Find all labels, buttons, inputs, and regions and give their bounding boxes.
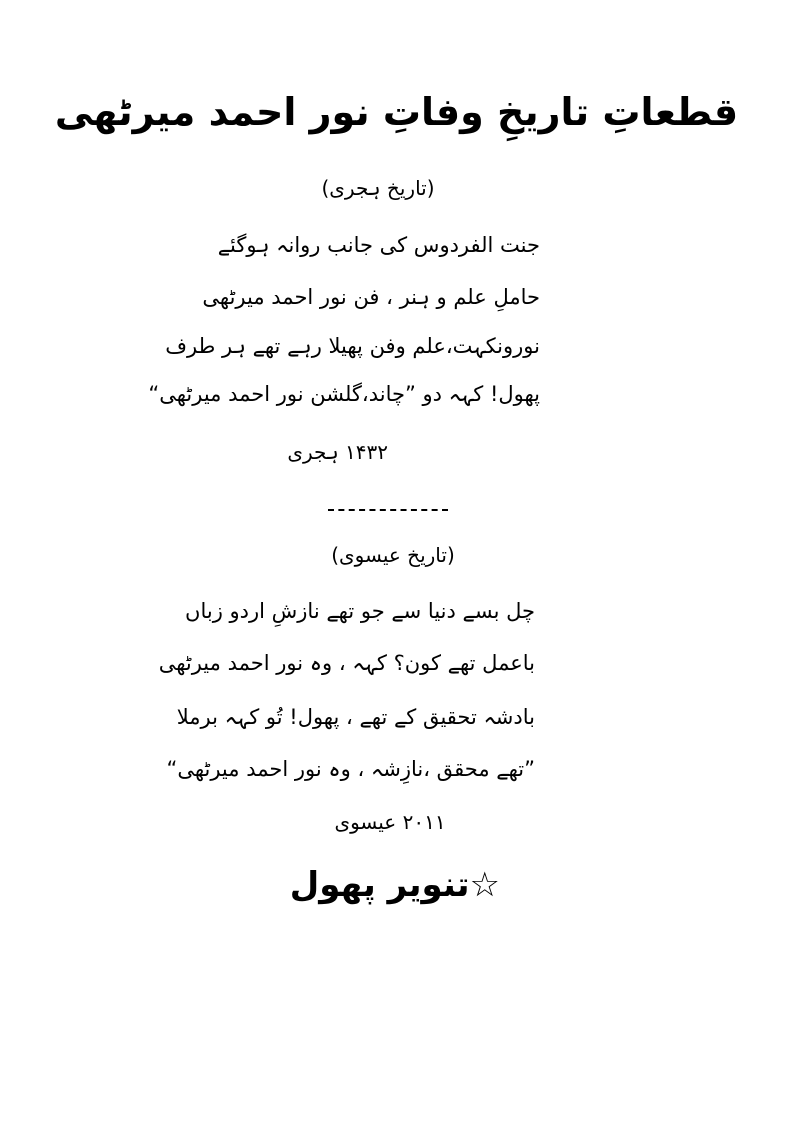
hijri-verse-line-1: جنت الفردوس کی جانب روانہ ہوگئے: [217, 233, 540, 257]
section-divider: [328, 509, 448, 511]
gregorian-heading: (تاریخ عیسوی): [331, 543, 455, 567]
hijri-heading: (تاریخ ہجری): [321, 176, 435, 200]
page-title: قطعاتِ تاریخِ وفاتِ نور احمد میرٹھی: [54, 90, 739, 134]
gregorian-verse-line-3: بادشہ تحقیق کے تھے ، پھول! تُو کہہ برملا: [176, 705, 535, 729]
hijri-year: ۱۴۳۲ ہجری: [287, 440, 388, 464]
hijri-verse-line-2: حاملِ علم و ہنر ، فن نور احمد میرٹھی: [202, 285, 540, 309]
gregorian-verse-line-1: چل بسے دنیا سے جو تھے نازشِ اردو زباں: [185, 599, 535, 623]
hijri-verse-line-3: نورونکہت،علم وفن پھیلا رہے تھے ہر طرف: [165, 334, 540, 358]
gregorian-verse-line-2: باعمل تھے کون؟ کہہ ، وہ نور احمد میرٹھی: [158, 651, 535, 675]
gregorian-verse-line-4: ”تھے محقق ،نازِشہ ، وہ نور احمد میرٹھی“: [166, 757, 535, 781]
author-signature: ☆تنویر پھول: [289, 865, 500, 905]
gregorian-year: ۲۰۱۱ عیسوی: [334, 810, 446, 834]
hijri-verse-line-4: پھول! کہہ دو ”چاند،گلشن نور احمد میرٹھی“: [148, 382, 540, 406]
